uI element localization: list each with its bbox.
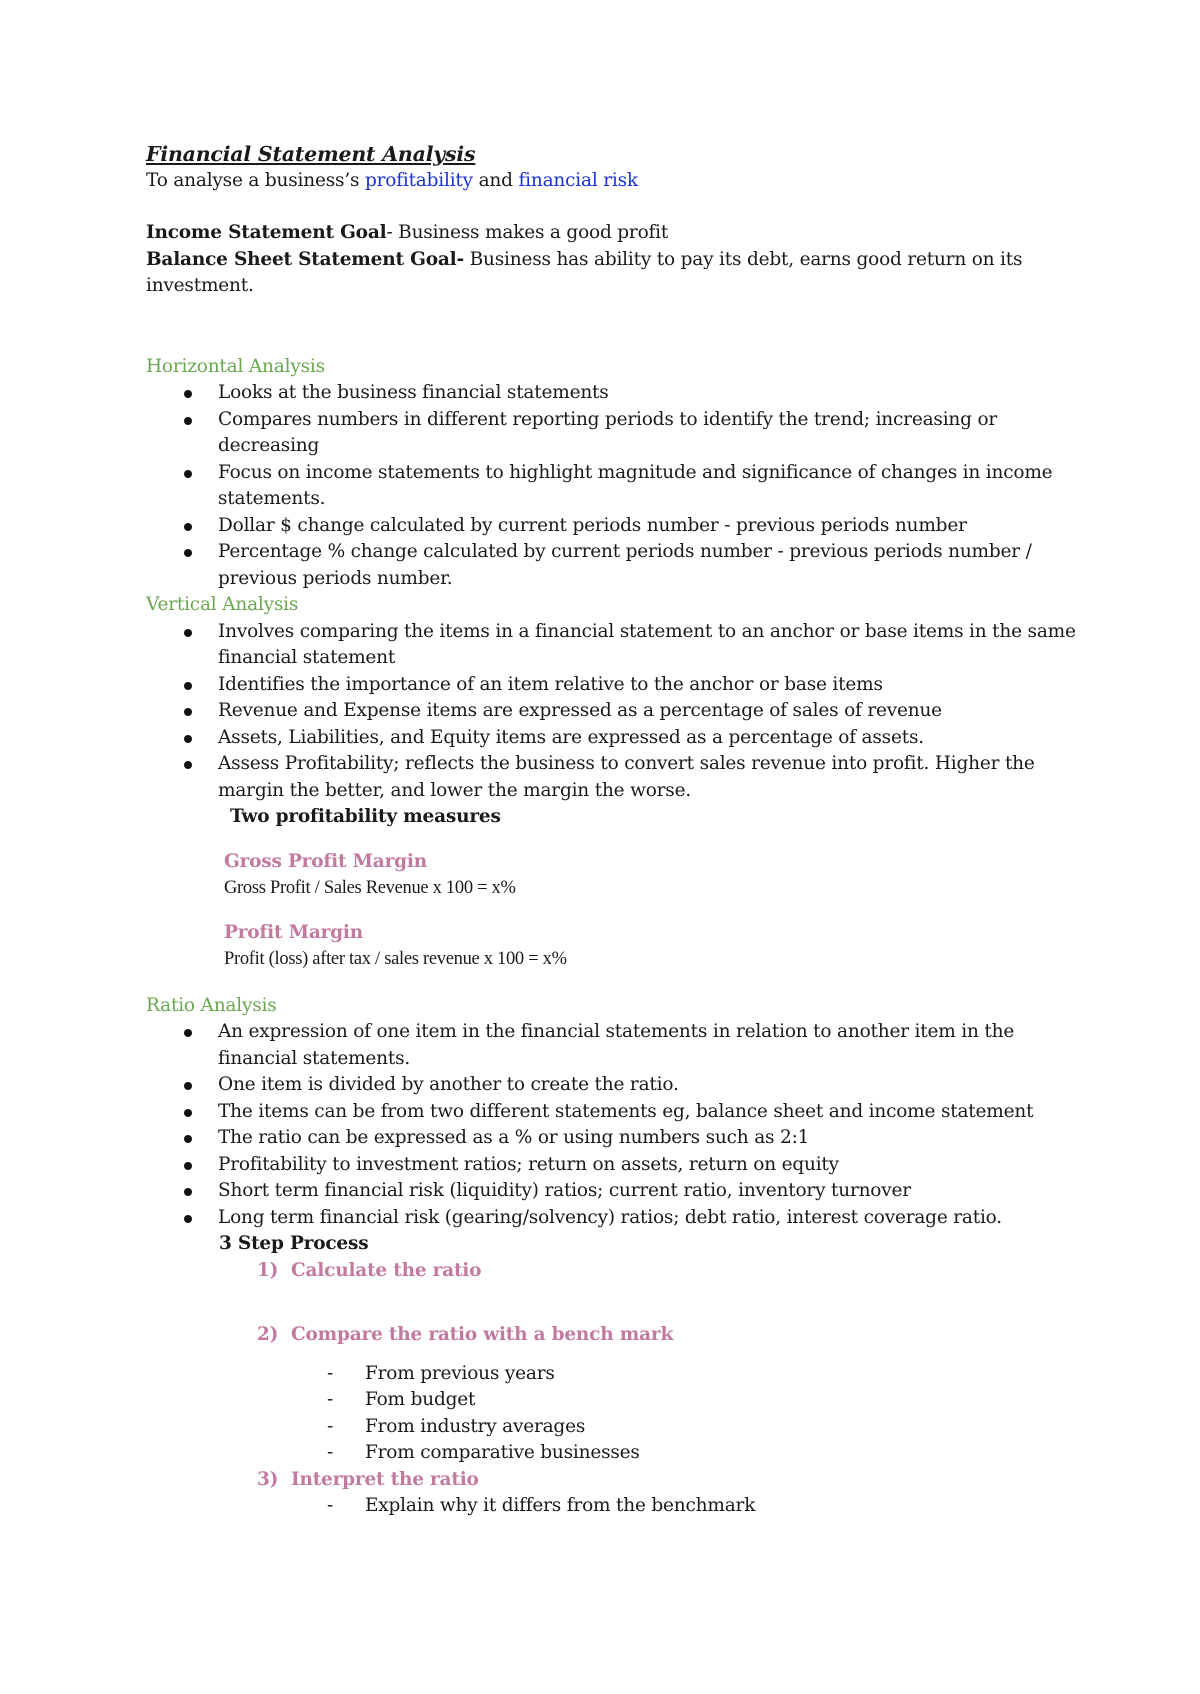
income-goal-text: - Business makes a good profit xyxy=(386,222,669,243)
dash-icon: - xyxy=(327,1362,334,1384)
list-item: One item is divided by another to create the ratio. xyxy=(146,1072,1086,1099)
step-number: 1) xyxy=(257,1259,279,1281)
dash-icon: - xyxy=(327,1442,334,1463)
gross-profit-block xyxy=(146,849,1086,902)
process-steps xyxy=(146,1258,1086,1285)
step-label: Compare the ratio with a bench mark xyxy=(291,1324,674,1345)
bullet-icon xyxy=(184,629,192,637)
step-item xyxy=(146,1258,1086,1285)
step-item xyxy=(146,1322,1086,1349)
process-steps-2 xyxy=(146,1322,1086,1349)
benchmark-list xyxy=(146,1361,1086,1467)
profit-margin-formula: Profit (loss) after tax / sales revenue x 100 = x% xyxy=(224,949,567,969)
list-item: The items can be from two different statements eg, balance sheet and income statement xyxy=(146,1099,1086,1126)
bullet-icon xyxy=(184,523,192,531)
bullet-icon xyxy=(184,390,192,398)
list-item: - From industry averages xyxy=(146,1414,1086,1441)
ratio-heading: Ratio Analysis xyxy=(146,994,277,1016)
profit-margin-heading: Profit Margin xyxy=(224,921,363,943)
list-item: The ratio can be expressed as a % or using numbers such as 2:1 xyxy=(146,1125,1086,1152)
horizontal-list xyxy=(146,380,1086,592)
balance-goal xyxy=(146,247,1086,300)
step-item xyxy=(146,1467,1086,1494)
profit-margin-block xyxy=(146,920,1086,973)
profitability-link[interactable]: profitability xyxy=(364,169,473,191)
step-label: Interpret the ratio xyxy=(291,1468,479,1490)
interpret-list xyxy=(146,1493,1086,1520)
bullet-icon xyxy=(184,1029,192,1037)
list-item: Assess Profitability; reflects the business to convert sales revenue into profit. Higher the margin the better, and lower the margin the worse. xyxy=(146,751,1086,804)
bullet-icon xyxy=(184,417,192,425)
balance-goal-label: Balance Sheet Statement Goal- xyxy=(146,248,464,270)
list-item: Assets, Liabilities, and Equity items are expressed as a percentage of assets. xyxy=(146,725,1086,752)
intro-line xyxy=(146,168,1086,195)
income-goal-label: Income Statement Goal xyxy=(146,222,387,243)
bullet-icon xyxy=(184,735,192,743)
list-item: Short term financial risk (liquidity) ratios; current ratio, inventory turnover xyxy=(146,1178,1086,1205)
list-item: - Fom budget xyxy=(146,1387,1086,1414)
bullet-icon xyxy=(184,1188,192,1196)
step-label: Calculate the ratio xyxy=(291,1259,482,1281)
bullet-icon xyxy=(184,1135,192,1143)
list-item: Focus on income statements to highlight magnitude and significance of changes in income statements. xyxy=(146,460,1086,513)
list-item: Revenue and Expense items are expressed as a percentage of sales of revenue xyxy=(146,698,1086,725)
financial-risk-link[interactable]: financial risk xyxy=(518,169,638,191)
ratio-list xyxy=(146,1019,1086,1231)
document-title: Financial Statement Analysis xyxy=(146,142,476,166)
bullet-icon xyxy=(184,549,192,557)
bullet-icon xyxy=(184,708,192,716)
list-item: Looks at the business financial statements xyxy=(146,380,1086,407)
list-item: Long term financial risk (gearing/solvency) ratios; debt ratio, interest coverage ratio. xyxy=(146,1205,1086,1232)
bullet-icon xyxy=(184,1082,192,1090)
vertical-heading: Vertical Analysis xyxy=(146,594,299,615)
measures-heading: Two profitability measures xyxy=(230,806,501,827)
bullet-icon xyxy=(184,1215,192,1223)
list-item: Identifies the importance of an item relative to the anchor or base items xyxy=(146,672,1086,699)
bullet-icon xyxy=(184,761,192,769)
vertical-list xyxy=(146,619,1086,805)
balance-goal-text: Business has ability to pay its debt, earns good return on its investment. xyxy=(146,248,1023,296)
bullet-icon xyxy=(184,1109,192,1117)
gross-profit-heading: Gross Profit Margin xyxy=(224,850,427,872)
list-item: Compares numbers in different reporting periods to identify the trend; increasing or decreasing xyxy=(146,407,1086,460)
list-item: - Explain why it differs from the benchmark xyxy=(146,1493,1086,1520)
dash-icon: - xyxy=(327,1415,334,1437)
process-heading: 3 Step Process xyxy=(219,1233,369,1254)
step-number: 2) xyxy=(257,1324,279,1345)
list-item: Profitability to investment ratios; return on assets, return on equity xyxy=(146,1152,1086,1179)
bullet-icon xyxy=(184,1162,192,1170)
bullet-icon xyxy=(184,682,192,690)
process-steps-3 xyxy=(146,1467,1086,1494)
list-item: Dollar $ change calculated by current periods number - previous periods number xyxy=(146,513,1086,540)
list-item: - From previous years xyxy=(146,1361,1086,1388)
horizontal-heading: Horizontal Analysis xyxy=(146,355,325,377)
bullet-icon xyxy=(184,470,192,478)
income-goal xyxy=(146,220,1086,247)
intro-and: and xyxy=(472,169,519,191)
list-item: - From comparative businesses xyxy=(146,1440,1086,1467)
intro-text: To analyse a business’s xyxy=(146,169,365,191)
list-item: Percentage % change calculated by current periods number - previous periods number / previous periods number. xyxy=(146,539,1086,592)
document-page xyxy=(146,141,1086,1520)
dash-icon: - xyxy=(327,1389,334,1410)
gross-profit-formula: Gross Profit / Sales Revenue x 100 = x% xyxy=(224,878,516,898)
dash-icon: - xyxy=(327,1495,334,1516)
list-item: An expression of one item in the financial statements in relation to another item in the financial statements. xyxy=(146,1019,1086,1072)
step-number: 3) xyxy=(257,1468,279,1490)
list-item: Involves comparing the items in a financial statement to an anchor or base items in the same financial statement xyxy=(146,619,1086,672)
